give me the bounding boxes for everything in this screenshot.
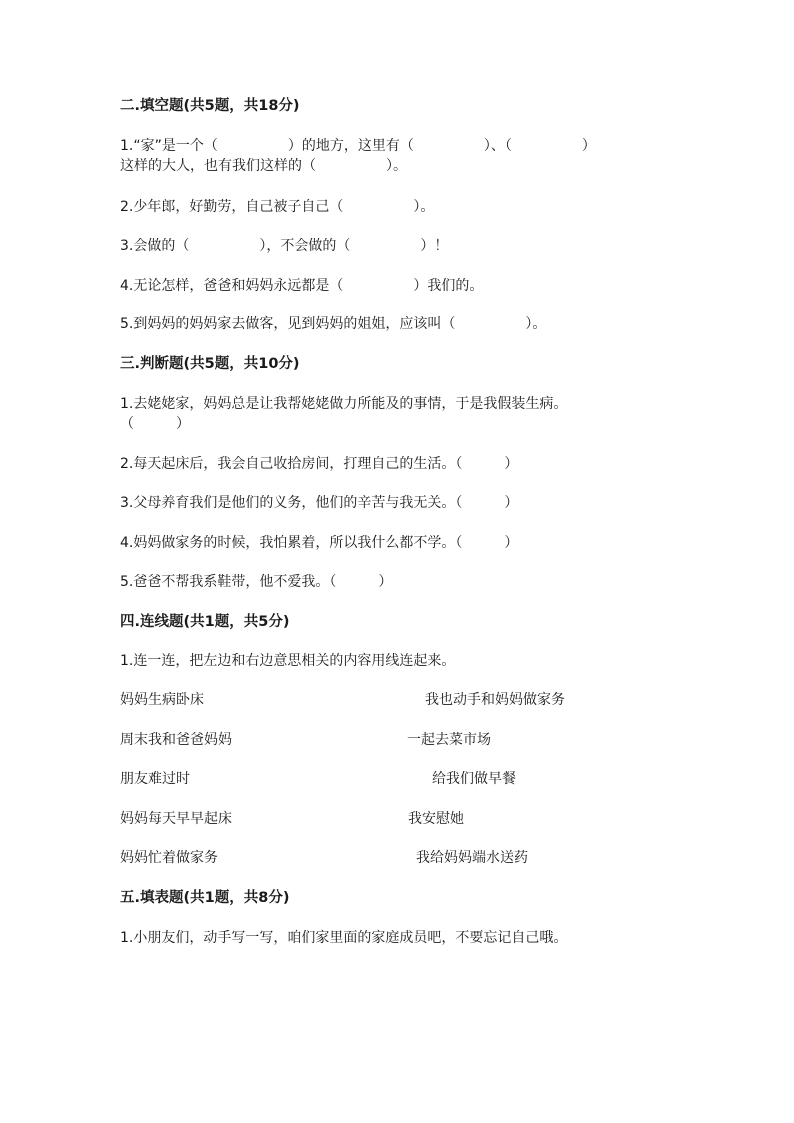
section-4-heading: 四.连线题(共1题，共5分) bbox=[120, 614, 290, 630]
match-left-item: 妈妈生病卧床 bbox=[120, 692, 204, 708]
judge-question-1-line-1: 1.去姥姥家，妈妈总是让我帮姥姥做力所能及的事情，于是我假装生病。 bbox=[120, 396, 568, 412]
fill-question-4: 4.无论怎样，爸爸和妈妈永远都是（ ）我们的。 bbox=[120, 278, 484, 294]
match-question-1: 1.连一连，把左边和右边意思相关的内容用线连起来。 bbox=[120, 653, 456, 669]
judge-question-1-line-2: （ ） bbox=[120, 416, 190, 432]
match-right-item: 我给妈妈端水送药 bbox=[416, 850, 528, 866]
match-right-item: 给我们做早餐 bbox=[432, 771, 516, 787]
judge-question-3: 3.父母养育我们是他们的义务，他们的辛苦与我无关。（ ） bbox=[120, 495, 519, 511]
table-question-1: 1.小朋友们，动手写一写，咱们家里面的家庭成员吧，不要忘记自己哦。 bbox=[120, 930, 568, 946]
match-left-item: 妈妈每天早早起床 bbox=[120, 811, 232, 827]
match-right-item: 我也动手和妈妈做家务 bbox=[425, 692, 565, 708]
match-left-item: 妈妈忙着做家务 bbox=[120, 850, 218, 866]
fill-question-1-line-2: 这样的大人，也有我们这样的（ ）。 bbox=[120, 158, 407, 174]
fill-question-1-line-1: 1.“家”是一个（ ）的地方，这里有（ ）、（ ） bbox=[120, 138, 596, 154]
judge-question-2: 2.每天起床后，我会自己收拾房间，打理自己的生活。（ ） bbox=[120, 456, 519, 472]
match-left-item: 周末我和爸爸妈妈 bbox=[120, 732, 232, 748]
section-2-heading: 二.填空题(共5题，共18分) bbox=[120, 98, 300, 114]
judge-question-5: 5.爸爸不帮我系鞋带，他不爱我。（ ） bbox=[120, 574, 393, 590]
fill-question-3: 3.会做的（ ），不会做的（ ）！ bbox=[120, 238, 449, 254]
section-3-heading: 三.判断题(共5题，共10分) bbox=[120, 356, 300, 372]
section-5-heading: 五.填表题(共1题，共8分) bbox=[120, 890, 290, 906]
match-right-item: 我安慰她 bbox=[408, 811, 464, 827]
match-right-item: 一起去菜市场 bbox=[407, 732, 491, 748]
match-left-item: 朋友难过时 bbox=[120, 771, 190, 787]
fill-question-5: 5.到妈妈的妈妈家去做客，见到妈妈的姐姐，应该叫（ ）。 bbox=[120, 316, 547, 332]
fill-question-2: 2.少年郎，好勤劳，自己被子自己（ ）。 bbox=[120, 199, 435, 215]
judge-question-4: 4.妈妈做家务的时候，我怕累着，所以我什么都不学。（ ） bbox=[120, 535, 519, 551]
